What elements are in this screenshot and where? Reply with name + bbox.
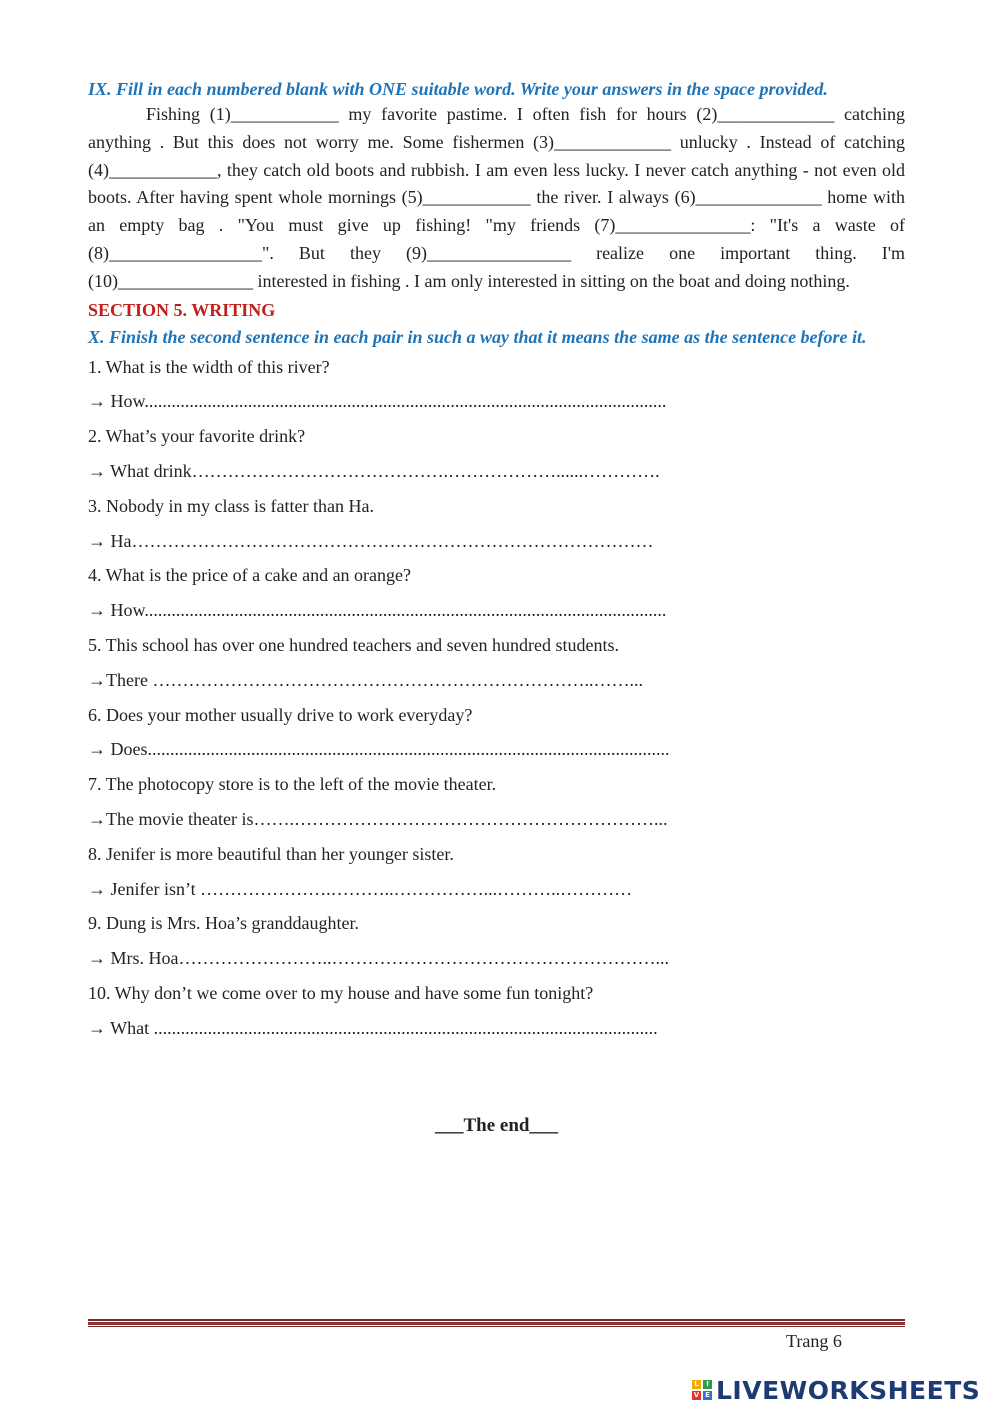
question-6-prompt: 6. Does your mother usually drive to work everyday?	[88, 704, 473, 725]
question-5-answer-line[interactable]: →There ………………………………………………………………..……...	[88, 669, 643, 690]
logo-cell-v: V	[693, 1391, 700, 1399]
question-10-answer-line[interactable]: → What ................................................................................................................	[88, 1017, 658, 1038]
rewrite-question-list	[88, 350, 905, 1046]
question-8-answer-line[interactable]: → Jenifer isn’t ………………….………..……………...………..…………	[88, 878, 633, 899]
the-end-label: ___The end___	[435, 1115, 558, 1136]
question-8-prompt: 8. Jenifer is more beautiful than her younger sister.	[88, 843, 454, 864]
footer-rule-thin-top	[88, 1319, 905, 1321]
exercise-ix-instruction: IX. Fill in each numbered blank with ONE suitable word. Write your answers in the space provided.	[88, 79, 828, 99]
question-7-answer-line[interactable]: →The movie theater is…….……………………………………………………...	[88, 808, 668, 829]
brand-wordmark: LIVEWORKSHEETS	[716, 1375, 981, 1405]
footer-rule-thick	[88, 1322, 905, 1325]
footer-rule-thin-bottom	[88, 1326, 905, 1327]
question-2-prompt: 2. What’s your favorite drink?	[88, 426, 306, 447]
liveworksheets-brand[interactable]	[692, 1374, 980, 1406]
footer-divider	[88, 1319, 905, 1327]
question-3-answer-line[interactable]: → Ha……………………………………………………………………………	[88, 530, 654, 551]
question-2-answer-line[interactable]: → What drink…………………………………….………………......………….	[88, 460, 660, 481]
page-number: Trang 6	[786, 1331, 842, 1351]
exercise-x-instruction: X. Finish the second sentence in each pair in such a way that it means the same as the sentence before it.	[88, 326, 867, 347]
question-5-prompt: 5. This school has over one hundred teachers and seven hundred students.	[88, 634, 620, 655]
question-9-prompt: 9. Dung is Mrs. Hoa’s granddaughter.	[88, 913, 359, 934]
question-9-answer-line[interactable]: → Mrs. Hoa……………………..………………………………………………...	[88, 948, 669, 969]
question-4-prompt: 4. What is the price of a cake and an orange?	[88, 565, 412, 586]
liveworksheets-logo-icon	[692, 1380, 712, 1400]
question-1-prompt: 1. What is the width of this river?	[88, 356, 330, 377]
question-4-answer-line[interactable]: → How....................................................................................................................	[88, 600, 667, 621]
logo-cell-i: I	[703, 1380, 712, 1389]
worksheet-page	[88, 78, 905, 1046]
question-7-prompt: 7. The photocopy store is to the left of the movie theater.	[88, 774, 497, 795]
logo-cell-l: L	[692, 1380, 701, 1389]
question-10-prompt: 10. Why don’t we come over to my house and have some fun tonight?	[88, 982, 594, 1003]
question-1-answer-line[interactable]: → How....................................................................................................................	[88, 391, 667, 412]
question-3-prompt: 3. Nobody in my class is fatter than Ha.	[88, 495, 374, 516]
question-6-answer-line[interactable]: → Does....................................................................................................................	[88, 739, 670, 760]
exercise-ix-passage	[88, 101, 905, 296]
passage-text: Fishing (1)____________ my favorite pastime. I often fish for hours (2)_____________ catching anything . But this does not worry me. Some fishermen (3)_____________ unlucky . Instead of catching (4)____________, they catch old boots and rubbish. I am even less lucky. I never catch anything - not even old boots. After having spent whole mornings (5)____________ the river. I always (6)______________ home with an empty bag . "You must give up fishing! "my friends (7)_______________: "It's a waste of (8)_________________". But they (9)________________ realize one important thing. I'm (10)_______________ interested in fishing . I am only interested in sitting on the boat and doing nothing.	[88, 104, 905, 291]
logo-cell-e: E	[703, 1391, 712, 1400]
section-5-heading: SECTION 5. WRITING	[88, 299, 276, 320]
